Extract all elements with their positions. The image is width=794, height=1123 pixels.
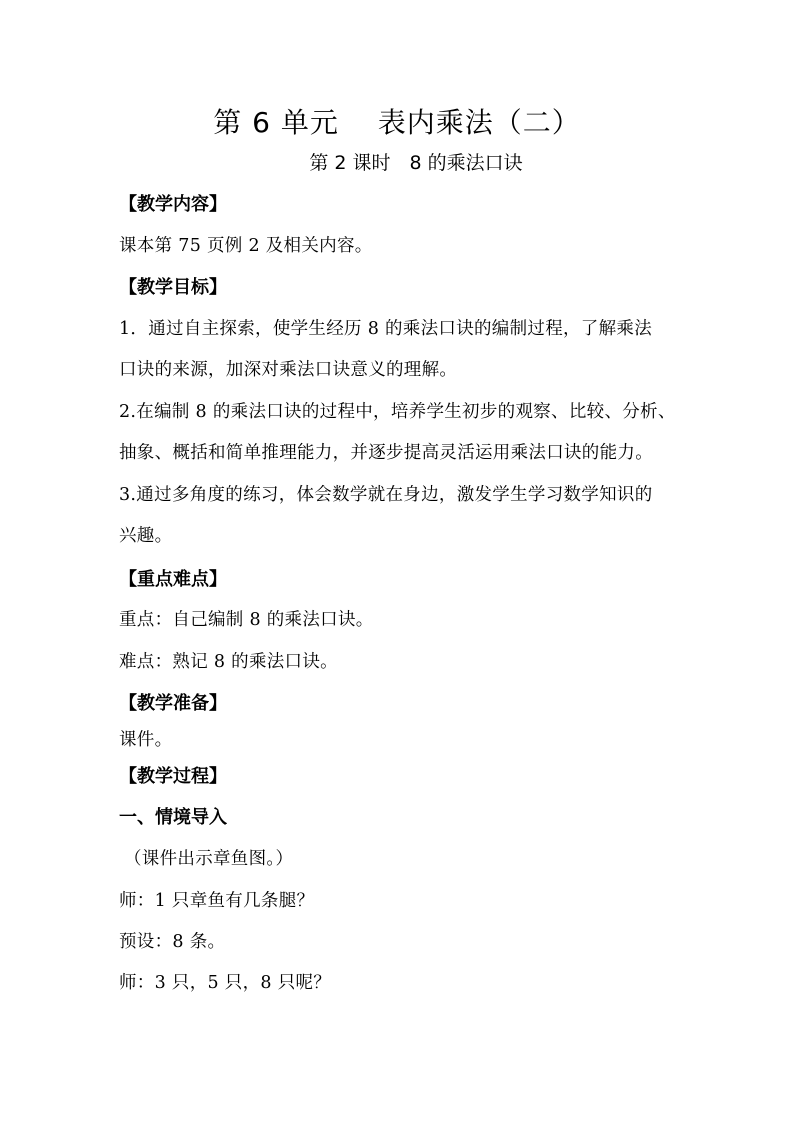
content-text: 课本第 75 页例 2 及相关内容。 — [119, 236, 373, 256]
objective-line-3: 2.在编制 8 的乘法口诀的过程中，培养学生初步的观察、比较、分析、 — [119, 402, 676, 422]
process-line-2: 师：1 只章鱼有几条腿？ — [119, 891, 315, 911]
process-line-4: 师：3 只，5 只，8 只呢？ — [119, 973, 332, 993]
section-heading-content: 【教学内容】 — [119, 194, 227, 215]
key-point-text: 重点：自己编制 8 的乘法口诀。 — [119, 610, 374, 630]
preparation-text: 课件。 — [119, 730, 173, 750]
document-title: 第 6 单元 表内乘法（二） — [213, 106, 581, 139]
objective-line-2: 口诀的来源，加深对乘法口诀意义的理解。 — [119, 360, 458, 380]
objective-line-6: 兴趣。 — [119, 526, 173, 546]
section-heading-process: 【教学过程】 — [119, 766, 227, 787]
process-subheading: 一、情境导入 — [119, 807, 227, 828]
section-heading-objectives: 【教学目标】 — [119, 277, 227, 298]
process-line-3: 预设：8 条。 — [119, 932, 226, 952]
section-heading-key-points: 【重点难点】 — [119, 569, 227, 590]
objective-line-5: 3.通过多角度的练习，体会数学就在身边，激发学生学习数学知识的 — [119, 485, 653, 505]
document-subtitle: 第 2 课时 8 的乘法口诀 — [309, 152, 523, 174]
objective-line-4: 抽象、概括和简单推理能力，并逐步提高灵活运用乘法口诀的能力。 — [119, 443, 653, 463]
difficulty-text: 难点：熟记 8 的乘法口诀。 — [119, 652, 338, 672]
objective-line-1: 1．通过自主探索，使学生经历 8 的乘法口诀的编制过程，了解乘法 — [119, 319, 652, 339]
section-heading-preparation: 【教学准备】 — [119, 693, 227, 714]
process-line-1: （课件出示章鱼图。） — [124, 849, 294, 869]
